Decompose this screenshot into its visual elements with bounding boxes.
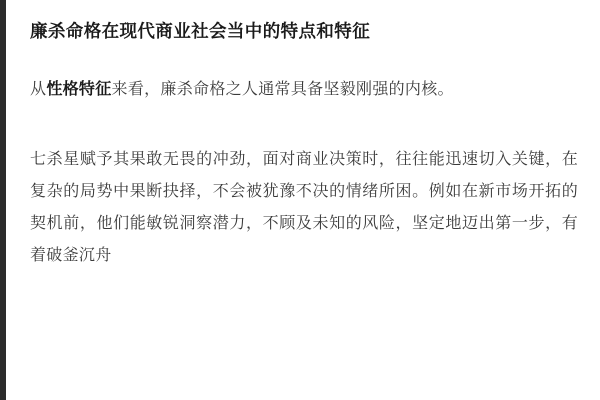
paragraph-lead-suffix: 来看，廉杀命格之人通常具备坚毅刚强的内核。 xyxy=(111,81,454,99)
paragraph-lead-prefix: 从 xyxy=(30,81,47,99)
paragraph-lead xyxy=(30,74,578,106)
paragraph-lead-emphasis: 性格特征 xyxy=(46,81,112,99)
left-edge-rule xyxy=(0,0,6,400)
document-content xyxy=(30,0,578,400)
page-title: 廉杀命格在现代商业社会当中的特点和特征 xyxy=(30,21,371,41)
paragraph-body: 七杀星赋予其果敢无畏的冲劲，面对商业决策时，往往能迅速切入关键，在复杂的局势中果断抉择，不会被犹豫不决的情绪所困。例如在新市场开拓的契机前，他们能敏锐洞察潜力，不顾及未知的风险，坚定地迈出第一步，有着破釜沉舟 xyxy=(30,151,578,265)
